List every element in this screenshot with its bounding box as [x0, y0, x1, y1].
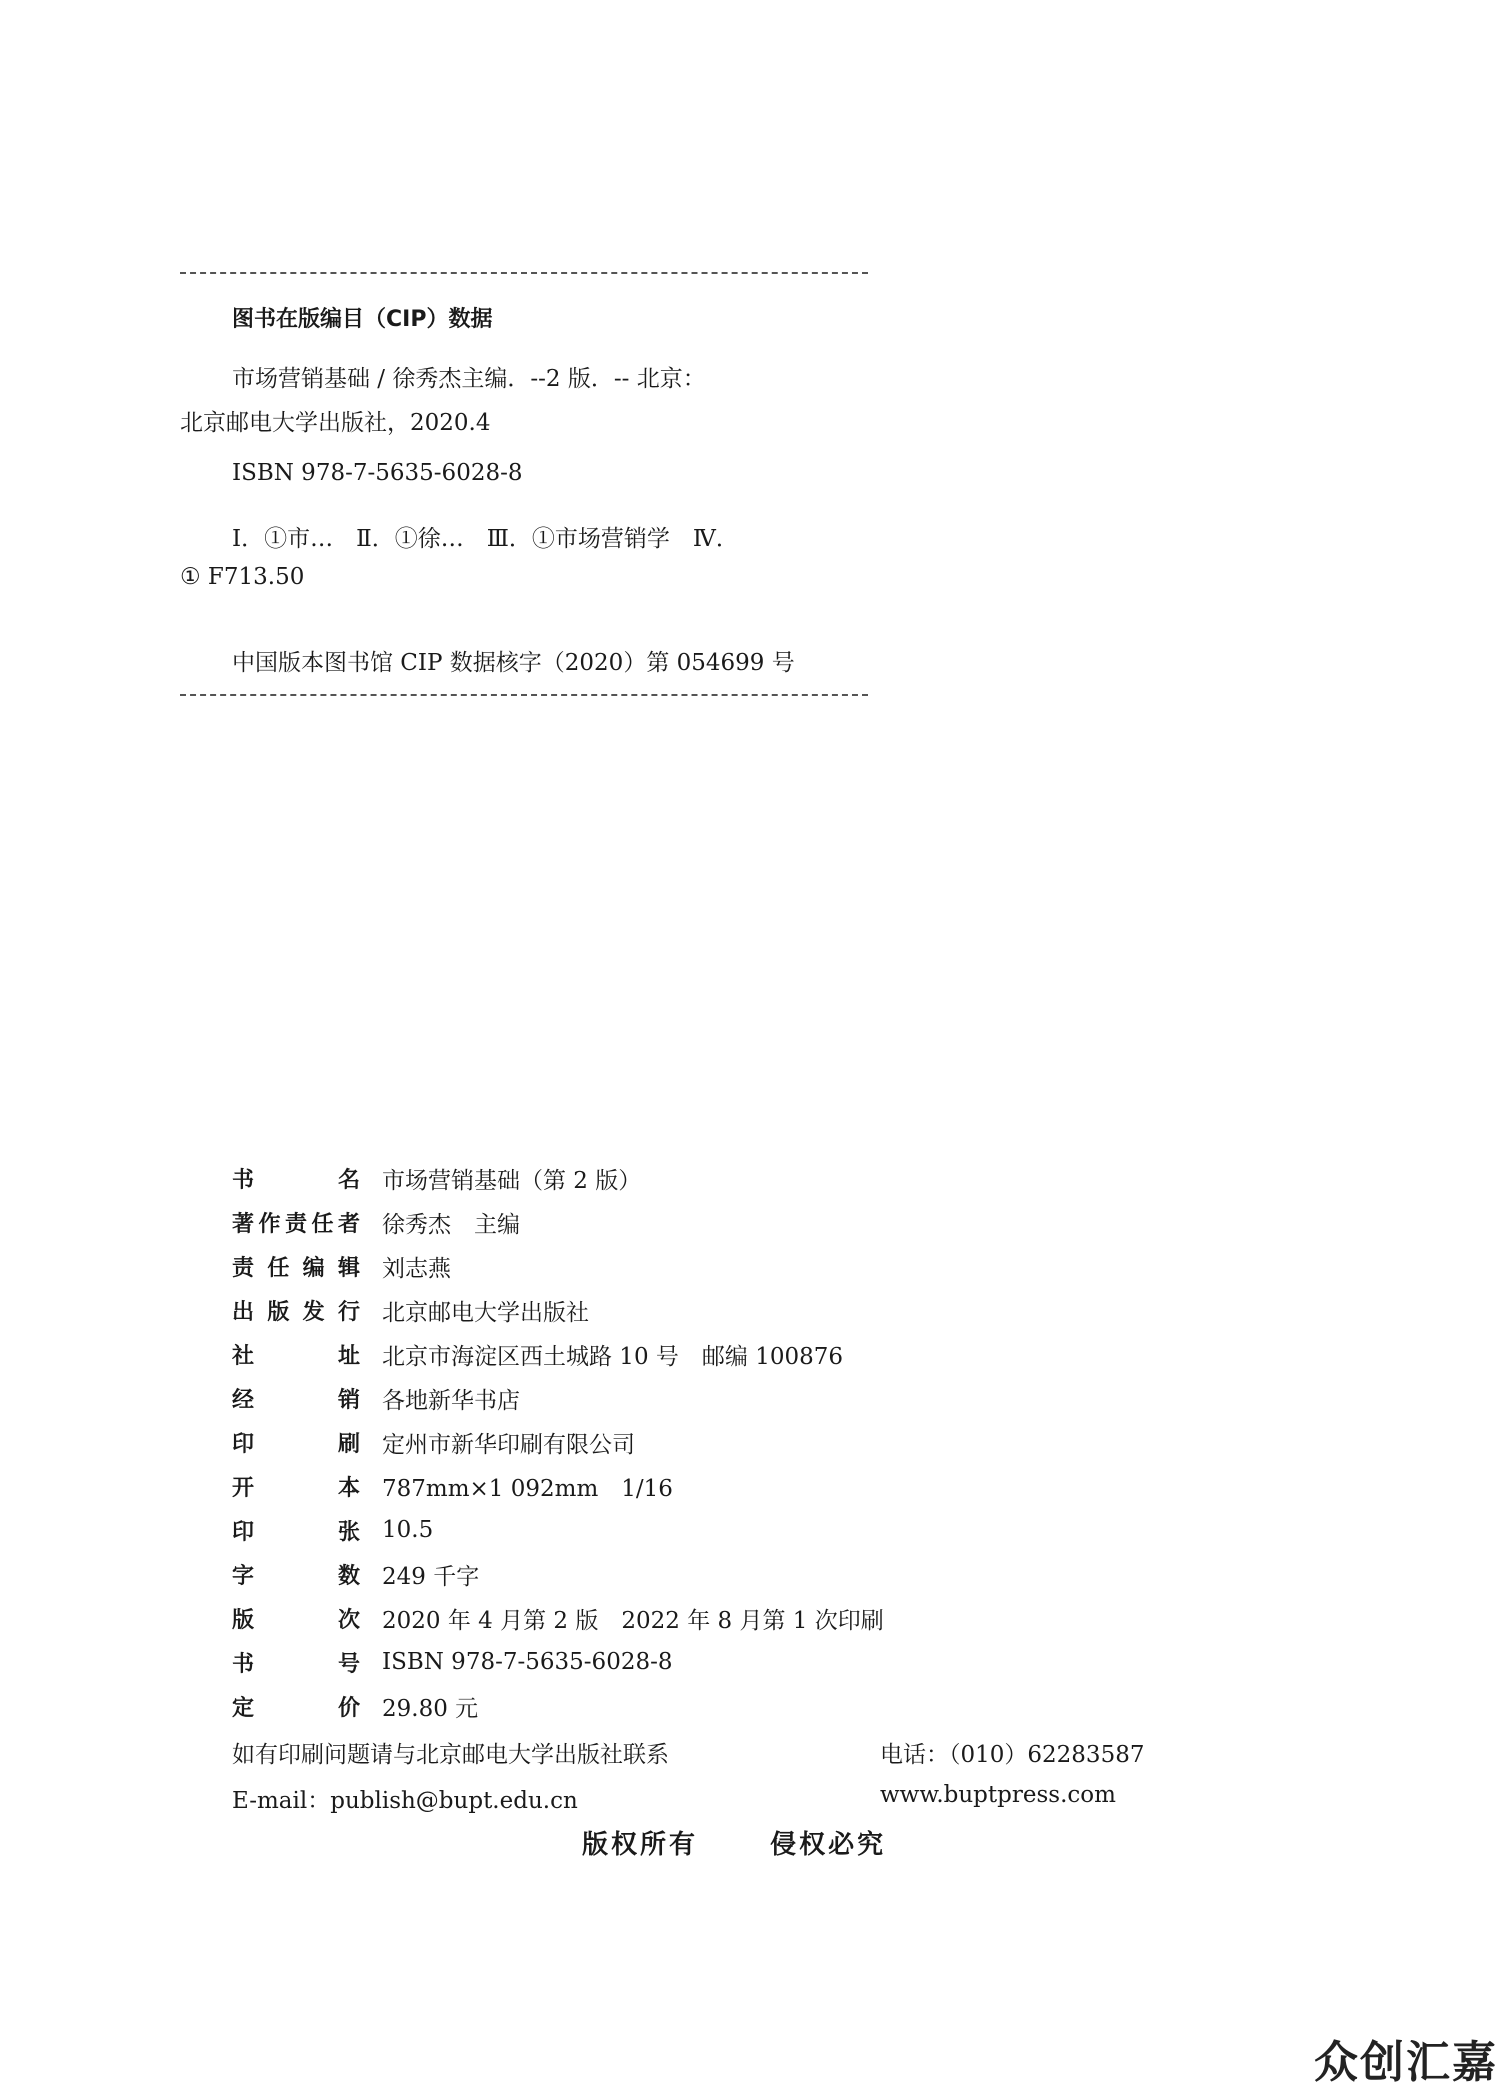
info-row [232, 1602, 884, 1634]
info-label-char: 者 [337, 1211, 360, 1237]
rights-reserved-text: 版权所有 [582, 1830, 699, 1860]
info-label-char: 号 [337, 1651, 360, 1677]
info-label-char: 发 [302, 1299, 325, 1325]
cip-data-block [180, 272, 868, 676]
copyright-notice [582, 1824, 886, 1861]
info-row [232, 1338, 843, 1370]
info-row [232, 1646, 673, 1678]
info-label [232, 1471, 360, 1502]
info-label-char: 辑 [337, 1255, 360, 1281]
top-dashed-divider [180, 272, 868, 274]
info-value: 2020 年 4 月第 2 版 2022 年 8 月第 1 次印刷 [382, 1607, 884, 1634]
info-label-char: 出 [232, 1299, 255, 1325]
contact-email: E-mail：publish@bupt.edu.cn [232, 1788, 578, 1814]
cip-record-number: 中国版本图书馆 CIP 数据核字（2020）第 054699 号 [232, 650, 795, 676]
info-label [232, 1295, 360, 1326]
info-label [232, 1515, 360, 1546]
cip-publisher-line: 北京邮电大学出版社，2020.4 [180, 410, 491, 436]
info-label-char: 字 [232, 1563, 255, 1589]
info-label-char: 版 [232, 1607, 255, 1633]
info-value: ISBN 978-7-5635-6028-8 [382, 1649, 673, 1675]
info-row [232, 1382, 520, 1414]
info-value: 各地新华书店 [382, 1387, 520, 1414]
info-label [232, 1383, 360, 1414]
info-value: 29.80 元 [382, 1695, 479, 1722]
info-label-char: 版 [267, 1299, 290, 1325]
cip-isbn-line: ISBN 978-7-5635-6028-8 [232, 460, 523, 486]
info-label-char: 次 [337, 1607, 360, 1633]
info-label [232, 1163, 360, 1194]
info-value: 徐秀杰 主编 [382, 1211, 520, 1238]
info-label-char: 定 [232, 1695, 255, 1721]
info-label-char: 开 [232, 1475, 255, 1501]
info-label-char: 任 [267, 1255, 290, 1281]
info-label-char: 刷 [337, 1431, 360, 1457]
info-label-char: 书 [232, 1167, 255, 1193]
info-label-char: 数 [337, 1563, 360, 1589]
info-label-char: 行 [337, 1299, 360, 1325]
info-label-char: 名 [337, 1167, 360, 1193]
print-issue-notice: 如有印刷问题请与北京邮电大学出版社联系 [232, 1742, 669, 1768]
info-label [232, 1207, 360, 1238]
info-row [232, 1250, 451, 1282]
info-label-char: 社 [232, 1343, 255, 1369]
info-label [232, 1647, 360, 1678]
cip-classification-line: ① F713.50 [180, 564, 305, 590]
info-label-char: 经 [232, 1387, 255, 1413]
contact-phone: 电话：（010）62283587 [880, 1742, 1145, 1768]
info-label-char: 张 [337, 1519, 360, 1545]
info-value: 北京邮电大学出版社 [382, 1299, 589, 1326]
info-value: 249 千字 [382, 1563, 480, 1590]
info-label-char: 价 [337, 1695, 360, 1721]
info-label [232, 1427, 360, 1458]
cip-title-line: 市场营销基础 / 徐秀杰主编．--2 版．-- 北京： [232, 366, 706, 392]
info-label [232, 1559, 360, 1590]
info-label [232, 1603, 360, 1634]
info-label-char: 任 [311, 1211, 334, 1237]
info-label [232, 1251, 360, 1282]
info-label-char: 编 [302, 1255, 325, 1281]
info-row [232, 1294, 589, 1326]
info-label-char: 责 [232, 1255, 255, 1281]
info-value: 市场营销基础（第 2 版） [382, 1167, 642, 1194]
info-label-char: 书 [232, 1651, 255, 1677]
infringement-warning-text: 侵权必究 [770, 1830, 887, 1860]
info-value: 10.5 [382, 1517, 434, 1543]
cip-subject-line: Ⅰ．①市… Ⅱ．①徐… Ⅲ．①市场营销学 Ⅳ． [232, 526, 739, 552]
info-label [232, 1339, 360, 1370]
info-value: 北京市海淀区西土城路 10 号 邮编 100876 [382, 1343, 843, 1370]
info-label-char: 印 [232, 1431, 255, 1457]
info-label-char: 销 [337, 1387, 360, 1413]
info-label [232, 1691, 360, 1722]
watermark-logo: 众创汇嘉 [1314, 2037, 1498, 2088]
info-row [232, 1514, 433, 1546]
info-label-char: 责 [284, 1211, 307, 1237]
info-row [232, 1558, 479, 1590]
info-row [232, 1470, 673, 1502]
info-row [232, 1206, 520, 1238]
info-label-char: 址 [337, 1343, 360, 1369]
info-row [232, 1162, 641, 1194]
info-row [232, 1690, 478, 1722]
info-value: 刘志燕 [382, 1255, 451, 1282]
info-label-char: 印 [232, 1519, 255, 1545]
bottom-dashed-divider [180, 694, 868, 696]
cip-title: 图书在版编目（CIP）数据 [232, 307, 493, 332]
info-value: 787mm×1 092mm 1/16 [382, 1475, 673, 1502]
info-row [232, 1426, 635, 1458]
info-label-char: 作 [258, 1211, 281, 1237]
info-label-char: 著 [232, 1211, 255, 1237]
info-value: 定州市新华印刷有限公司 [382, 1431, 635, 1458]
contact-website: www.buptpress.com [880, 1782, 1116, 1808]
info-label-char: 本 [337, 1475, 360, 1501]
